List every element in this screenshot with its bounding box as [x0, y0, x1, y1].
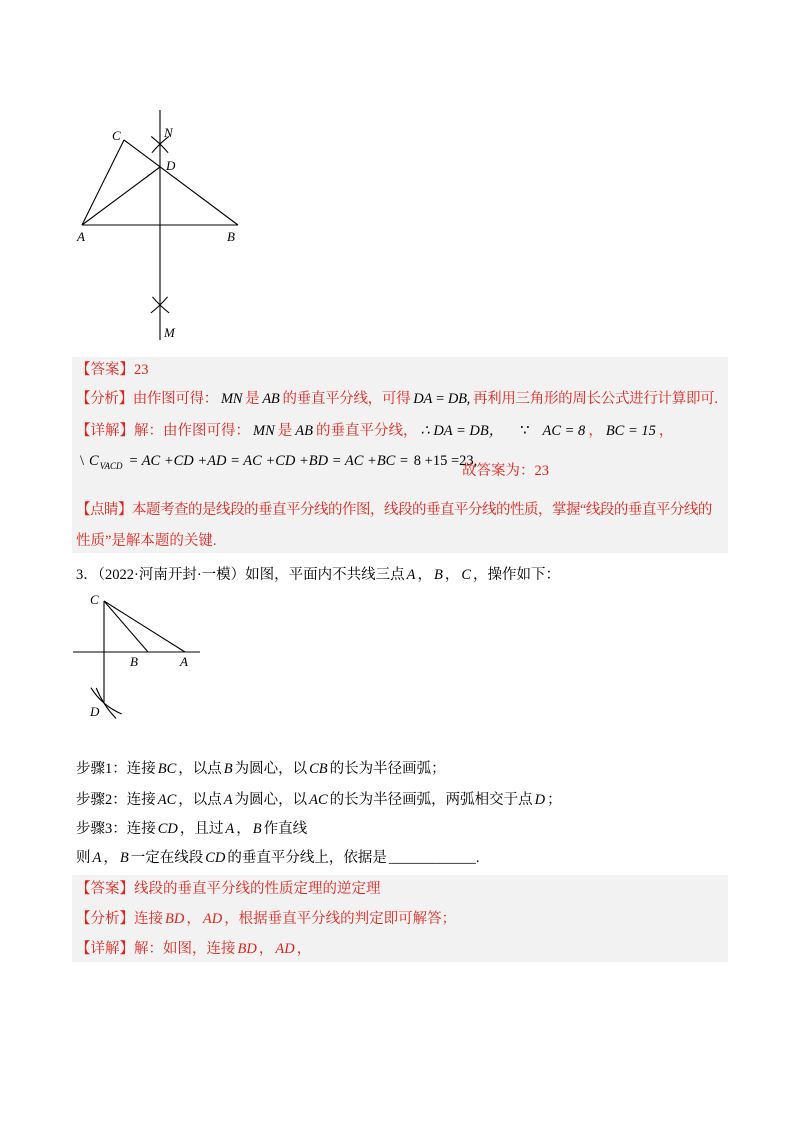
perimeter-subscript: VACD: [99, 461, 123, 471]
segment-ad: AD: [275, 941, 295, 957]
step-3: [76, 818, 307, 840]
label-point-m: M: [164, 325, 175, 340]
comma: ，: [258, 941, 274, 957]
question-period: .: [475, 850, 480, 866]
answer-value: 23: [134, 362, 149, 378]
comma: ，: [103, 850, 118, 866]
step-text: 步骤1：连接: [76, 761, 156, 777]
solution-box-question-3: [72, 875, 728, 962]
step-text: ，且过: [179, 821, 224, 837]
conclusion-text: 故答案为：23: [462, 463, 549, 479]
segment-ac: [82, 140, 124, 225]
point-a: A: [406, 567, 416, 583]
label-point-n: N: [164, 125, 173, 140]
detail-text: 是: [277, 423, 293, 439]
question-line: [76, 847, 480, 869]
point-d: D: [534, 792, 546, 808]
step-2: [76, 789, 562, 811]
segment-ca: [104, 601, 185, 652]
point-b: B: [119, 850, 129, 866]
step-text: ，以点: [178, 761, 222, 777]
answer-line: [76, 878, 381, 900]
step-text: 步骤3：连接: [76, 821, 156, 837]
segment-ad: [82, 167, 160, 225]
segment-cd: CD: [205, 850, 226, 866]
analysis-text: 的垂直平分线，可得: [282, 391, 411, 407]
perimeter-result: 8 +15 =23,: [413, 453, 478, 469]
question-text: 则: [76, 850, 91, 866]
detail-line: [76, 938, 311, 960]
segment-cd: CD: [157, 821, 178, 837]
answer-tag: 【答案】: [76, 362, 134, 378]
comment-line-2: [76, 530, 217, 552]
label-point-b: B: [227, 229, 235, 244]
step-text: 为圆心，以: [234, 792, 308, 808]
step-text: 步骤2：连接: [76, 792, 156, 808]
comment-line-1: [76, 499, 712, 521]
comma: ，: [236, 821, 251, 837]
perimeter-line: [78, 450, 479, 472]
comma: ，: [417, 567, 433, 583]
segment-cb: CB: [309, 761, 328, 777]
segment-cb: [104, 601, 148, 652]
point-a: A: [225, 821, 235, 837]
step-text: 的长为半径画弧；: [329, 761, 446, 777]
math-therefore-da-equals-db: ∴ DA = DB，: [420, 423, 504, 439]
answer-line: [76, 359, 149, 381]
point-b: B: [223, 761, 233, 777]
question-header-text: 3．（2022·河南开封·一模）如图，平面内不共线三点: [76, 567, 405, 583]
analysis-line: [76, 388, 718, 410]
detail-text: 【详解】解：由作图可得：: [76, 423, 250, 439]
label-point-c: C: [112, 128, 121, 143]
segment-bd: BD: [165, 911, 185, 927]
therefore-glyph: \: [80, 453, 85, 469]
math-ab: AB: [262, 391, 280, 407]
point-b: B: [252, 821, 262, 837]
comment-text: 【点睛】本题考查的是线段的垂直平分线的作图，线段的垂直平分线的性质，掌握“线段的垂直平分线的: [76, 502, 712, 518]
segment-cb: [124, 140, 238, 225]
detail-comma: ，: [588, 423, 603, 439]
math-ac-equals-8: AC = 8: [542, 423, 586, 439]
answer-blank: ____________: [388, 850, 476, 866]
detail-text: 【详解】解：如图，连接: [76, 941, 236, 957]
question-text: 的垂直平分线上，依据是: [227, 850, 387, 866]
math-ab: AB: [295, 423, 313, 439]
perimeter-symbol-c: C: [89, 453, 99, 469]
detail-text: 的垂直平分线，: [315, 423, 418, 439]
segment-ac: AC: [157, 792, 177, 808]
answer-text: 【答案】线段的垂直平分线的性质定理的逆定理: [76, 881, 381, 897]
perimeter-symbol: [89, 450, 123, 477]
figure-arc-construction: [60, 590, 220, 730]
label-point-a: A: [77, 229, 85, 244]
perimeter-equation: = AC +CD +AD = AC +CD +BD = AC +BC =: [128, 453, 409, 469]
question-3-header: [76, 564, 560, 586]
step-text: ，以点: [178, 792, 222, 808]
analysis-text: 是: [245, 391, 260, 407]
detail-comma: ，: [658, 423, 674, 439]
label-point-c: C: [90, 592, 99, 607]
math-because-symbol: ∵: [520, 423, 530, 439]
step-text: ；: [547, 792, 562, 808]
step-text: 作直线: [263, 821, 308, 837]
math-mn: MN: [221, 391, 243, 407]
question-header-text: ，操作如下：: [473, 567, 561, 583]
label-point-d: D: [90, 704, 100, 719]
math-da-equals-db: DA = DB,: [413, 391, 470, 407]
math-bc-equals-15: BC = 15: [605, 423, 656, 439]
comma: ，: [444, 567, 460, 583]
analysis-text: ，根据垂直平分线的判定即可解答；: [224, 911, 457, 927]
segment-ac: AC: [309, 792, 328, 808]
step-1: [76, 758, 446, 780]
conclusion-line: [462, 460, 549, 482]
label-point-d: D: [166, 158, 176, 173]
step-text: 的长为半径画弧，两弧相交于点: [329, 792, 533, 808]
solution-box-question-2: [72, 357, 728, 553]
question-text: 一定在线段: [130, 850, 204, 866]
segment-bc: BC: [157, 761, 177, 777]
label-point-b: B: [130, 654, 138, 669]
step-text: 为圆心，以: [234, 761, 308, 777]
point-a: A: [92, 850, 102, 866]
comment-text: 性质”是解本题的关键.: [76, 533, 217, 549]
point-c: C: [461, 567, 472, 583]
detail-comma: ，: [296, 941, 312, 957]
comma: ，: [186, 911, 201, 927]
analysis-text: 再利用三角形的周长公式进行计算即可.: [472, 391, 718, 407]
point-a: A: [223, 792, 233, 808]
point-b: B: [434, 567, 443, 583]
math-mn: MN: [253, 423, 275, 439]
analysis-text: 【分析】连接: [76, 911, 163, 927]
figure-triangle-perpendicular-bisector: [60, 100, 260, 350]
segment-bd: BD: [237, 941, 257, 957]
segment-ad: AD: [202, 911, 223, 927]
label-point-a: A: [180, 654, 188, 669]
analysis-text: 【分析】由作图可得：: [76, 391, 218, 407]
detail-line: [76, 420, 673, 442]
analysis-line: [76, 908, 456, 930]
